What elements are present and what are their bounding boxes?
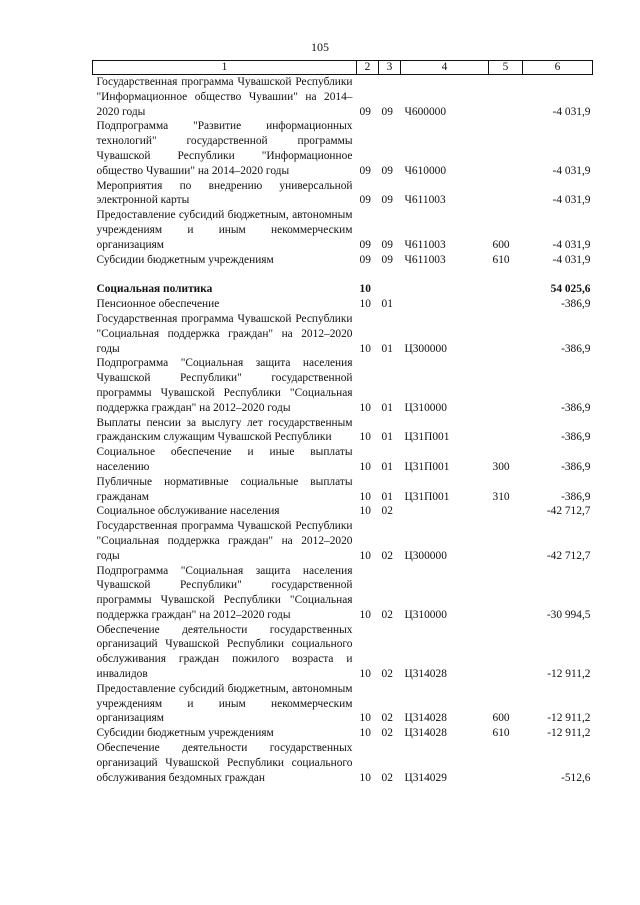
row-target-article-cell: Ц310000	[404, 401, 447, 414]
row-subsection-cell	[379, 282, 401, 297]
row-target-article-cell	[401, 282, 489, 297]
row-name-cell: Подпрограмма "Развитие информационных технологий" государственной программы Чувашской Республики "Информационное общество Чувашии" на 2014–2020 годы	[96, 120, 353, 177]
row-section-cell: 09	[359, 164, 371, 177]
table-row	[93, 208, 593, 252]
row-section-cell: 10	[359, 431, 371, 444]
row-subsection-cell: 09	[381, 194, 393, 207]
row-section-cell: 10	[359, 727, 371, 740]
row-amount-cell: -386,9	[561, 490, 591, 503]
table-row	[93, 179, 593, 209]
table-row	[93, 519, 593, 563]
row-expense-type-cell: 600	[492, 238, 510, 251]
row-expense-type-cell	[489, 504, 523, 519]
row-target-article-cell: Ч611003	[404, 238, 446, 251]
row-subsection-cell: 01	[381, 298, 393, 311]
row-amount-cell: -4 031,9	[552, 194, 591, 207]
row-expense-type-cell: 310	[492, 490, 510, 503]
row-target-article-cell: Ц314028	[404, 712, 447, 725]
row-name-cell: Государственная программа Чувашской Республики "Информационное общество Чувашии" на 2014–2020 годы	[96, 76, 353, 118]
row-section-cell: 10	[359, 401, 371, 414]
row-section-cell: 10	[359, 771, 371, 784]
row-subsection-cell: 02	[381, 771, 393, 784]
row-subsection-cell: 02	[381, 608, 393, 621]
row-amount-cell: 54 025,6	[550, 283, 591, 296]
row-section-cell: 10	[359, 283, 371, 296]
row-expense-type-cell: 610	[492, 727, 510, 740]
row-expense-type-cell	[489, 519, 523, 563]
table-row	[93, 282, 593, 297]
row-amount-cell: -4 031,9	[552, 253, 591, 266]
row-expense-type-cell	[489, 741, 523, 785]
row-section-cell: 09	[359, 105, 371, 118]
row-section-cell: 10	[359, 460, 371, 473]
row-subsection-cell: 02	[381, 505, 393, 518]
row-target-article-cell: Ч610000	[404, 164, 447, 177]
row-subsection-cell: 01	[381, 431, 393, 444]
row-name-cell: Социальная политика	[96, 283, 213, 296]
table-row	[93, 475, 593, 505]
row-section-cell: 10	[359, 298, 371, 311]
row-section-cell: 10	[359, 490, 371, 503]
row-expense-type-cell	[489, 75, 523, 120]
spacer-cell	[489, 267, 523, 282]
row-expense-type-cell	[489, 119, 523, 178]
table-row	[93, 623, 593, 682]
row-target-article-cell: Ч611003	[404, 194, 446, 207]
row-name-cell: Субсидии бюджетным учреждениям	[96, 253, 274, 266]
table-body	[93, 75, 593, 786]
row-amount-cell: -386,9	[561, 342, 591, 355]
row-expense-type-cell: 610	[492, 253, 510, 266]
row-subsection-cell: 01	[381, 342, 393, 355]
row-name-cell: Мероприятия по внедрению универсальной электронной карты	[96, 179, 353, 207]
table-row	[93, 416, 593, 446]
row-subsection-cell: 01	[381, 460, 393, 473]
row-target-article-cell: Ц300000	[404, 342, 447, 355]
table-row	[93, 564, 593, 623]
row-subsection-cell: 09	[381, 164, 393, 177]
table-row	[93, 253, 593, 268]
row-expense-type-cell	[489, 312, 523, 356]
row-amount-cell: -386,9	[561, 431, 591, 444]
row-name-cell: Субсидии бюджетным учреждениям	[96, 727, 274, 740]
row-amount-cell: -30 994,5	[546, 608, 591, 621]
row-target-article-cell: Ц300000	[404, 549, 447, 562]
row-name-cell: Обеспечение деятельности государственных организаций Чувашской Республики социального обслуживания бездомных граждан	[96, 742, 353, 784]
table-row	[93, 445, 593, 475]
spacer-cell	[357, 267, 379, 282]
row-amount-cell: -386,9	[561, 401, 591, 414]
row-expense-type-cell	[489, 416, 523, 446]
row-expense-type-cell: 300	[492, 460, 510, 473]
row-subsection-cell: 09	[381, 238, 393, 251]
row-subsection-cell: 02	[381, 549, 393, 562]
row-amount-cell: -4 031,9	[552, 238, 591, 251]
row-expense-type-cell	[489, 179, 523, 209]
row-amount-cell: -12 911,2	[547, 712, 591, 725]
row-name-cell: Публичные нормативные социальные выплаты гражданам	[96, 475, 353, 503]
row-amount-cell: -386,9	[561, 460, 591, 473]
row-section-cell: 10	[359, 505, 371, 518]
column-header-section: 2	[357, 61, 379, 75]
column-header-amount: 6	[523, 61, 593, 75]
row-section-cell: 09	[359, 194, 371, 207]
row-amount-cell: -12 911,2	[547, 668, 591, 681]
page-number: 105	[311, 40, 329, 54]
table-row	[93, 741, 593, 785]
row-subsection-cell: 01	[381, 490, 393, 503]
column-header-subsection: 3	[379, 61, 401, 75]
row-section-cell: 10	[359, 549, 371, 562]
row-expense-type-cell	[489, 564, 523, 623]
row-target-article-cell: Ц31П001	[404, 431, 450, 444]
row-target-article-cell	[401, 504, 489, 519]
row-amount-cell: -12 911,2	[547, 727, 591, 740]
row-name-cell: Предоставление субсидий бюджетным, автономным учреждениям и иным некоммерческим организациям	[96, 209, 353, 251]
row-section-cell: 10	[359, 608, 371, 621]
row-expense-type-cell	[489, 282, 523, 297]
column-header-row	[93, 61, 593, 75]
table-row	[93, 75, 593, 120]
row-subsection-cell: 01	[381, 401, 393, 414]
row-amount-cell: -4 031,9	[552, 164, 591, 177]
row-subsection-cell: 09	[381, 105, 393, 118]
row-amount-cell: -42 712,7	[546, 549, 591, 562]
spacer-cell	[93, 267, 357, 282]
row-target-article-cell: Ц31П001	[404, 490, 450, 503]
row-name-cell: Подпрограмма "Социальная защита населения Чувашской Республики" государственной программы Чувашской Республики "Социальная поддержка граждан" на 2012–2020 годы	[96, 357, 353, 414]
spacer-row	[93, 267, 593, 282]
row-target-article-cell: Ц31П001	[404, 460, 450, 473]
row-name-cell: Пенсионное обеспечение	[96, 298, 220, 311]
row-section-cell: 10	[359, 712, 371, 725]
row-subsection-cell: 02	[381, 712, 393, 725]
row-section-cell: 09	[359, 253, 371, 266]
row-target-article-cell: Ц310000	[404, 608, 447, 621]
row-name-cell: Государственная программа Чувашской Республики "Социальная поддержка граждан" на 2012–2020 годы	[96, 520, 353, 562]
column-header-expense-type: 5	[489, 61, 523, 75]
spacer-cell	[523, 267, 593, 282]
row-name-cell: Предоставление субсидий бюджетным, автономным учреждениям и иным некоммерческим организациям	[96, 682, 353, 725]
table-row	[93, 312, 593, 356]
row-amount-cell: -386,9	[561, 298, 591, 311]
row-subsection-cell: 09	[381, 253, 393, 266]
spacer-cell	[379, 267, 401, 282]
row-name-cell: Социальное обеспечение и иные выплаты населению	[96, 446, 353, 473]
row-name-cell: Выплаты пенсии за выслугу лет государственным гражданским служащим Чувашской Республики	[96, 416, 353, 444]
row-target-article-cell	[401, 297, 489, 312]
table-row	[93, 297, 593, 312]
row-target-article-cell: Ц314029	[404, 771, 447, 784]
row-subsection-cell: 02	[381, 668, 393, 681]
row-subsection-cell: 02	[381, 727, 393, 740]
row-amount-cell: -4 031,9	[552, 105, 591, 118]
row-section-cell: 10	[359, 342, 371, 355]
table-row	[93, 726, 593, 741]
row-name-cell: Подпрограмма "Социальная защита населения Чувашской Республики" государственной программы Чувашской Республики "Социальная поддержка граждан" на 2012–2020 годы	[96, 564, 353, 621]
row-section-cell: 10	[359, 668, 371, 681]
row-section-cell: 09	[359, 238, 371, 251]
row-name-cell: Обеспечение деятельности государственных организаций Чувашской Республики социального обслуживания граждан пожилого возраста и инвалидов	[96, 623, 353, 681]
table-row	[93, 504, 593, 519]
row-expense-type-cell: 600	[492, 712, 510, 725]
row-expense-type-cell	[489, 623, 523, 682]
row-target-article-cell: Ч600000	[404, 105, 447, 118]
table-row	[93, 682, 593, 726]
column-header-name: 1	[93, 61, 357, 75]
spacer-cell	[401, 267, 489, 282]
row-expense-type-cell	[489, 297, 523, 312]
table-row	[93, 356, 593, 415]
row-amount-cell: -42 712,7	[546, 505, 591, 518]
row-expense-type-cell	[489, 356, 523, 415]
row-name-cell: Социальное обслуживание населения	[96, 505, 280, 518]
table-row	[93, 119, 593, 178]
row-target-article-cell: Ц314028	[404, 727, 447, 740]
column-header-target-article: 4	[401, 61, 489, 75]
row-target-article-cell: Ч611003	[404, 253, 446, 266]
row-target-article-cell: Ц314028	[404, 668, 447, 681]
row-amount-cell: -512,6	[561, 771, 591, 784]
budget-table	[92, 60, 593, 785]
row-name-cell: Государственная программа Чувашской Республики "Социальная поддержка граждан" на 2012–2020 годы	[96, 312, 353, 355]
